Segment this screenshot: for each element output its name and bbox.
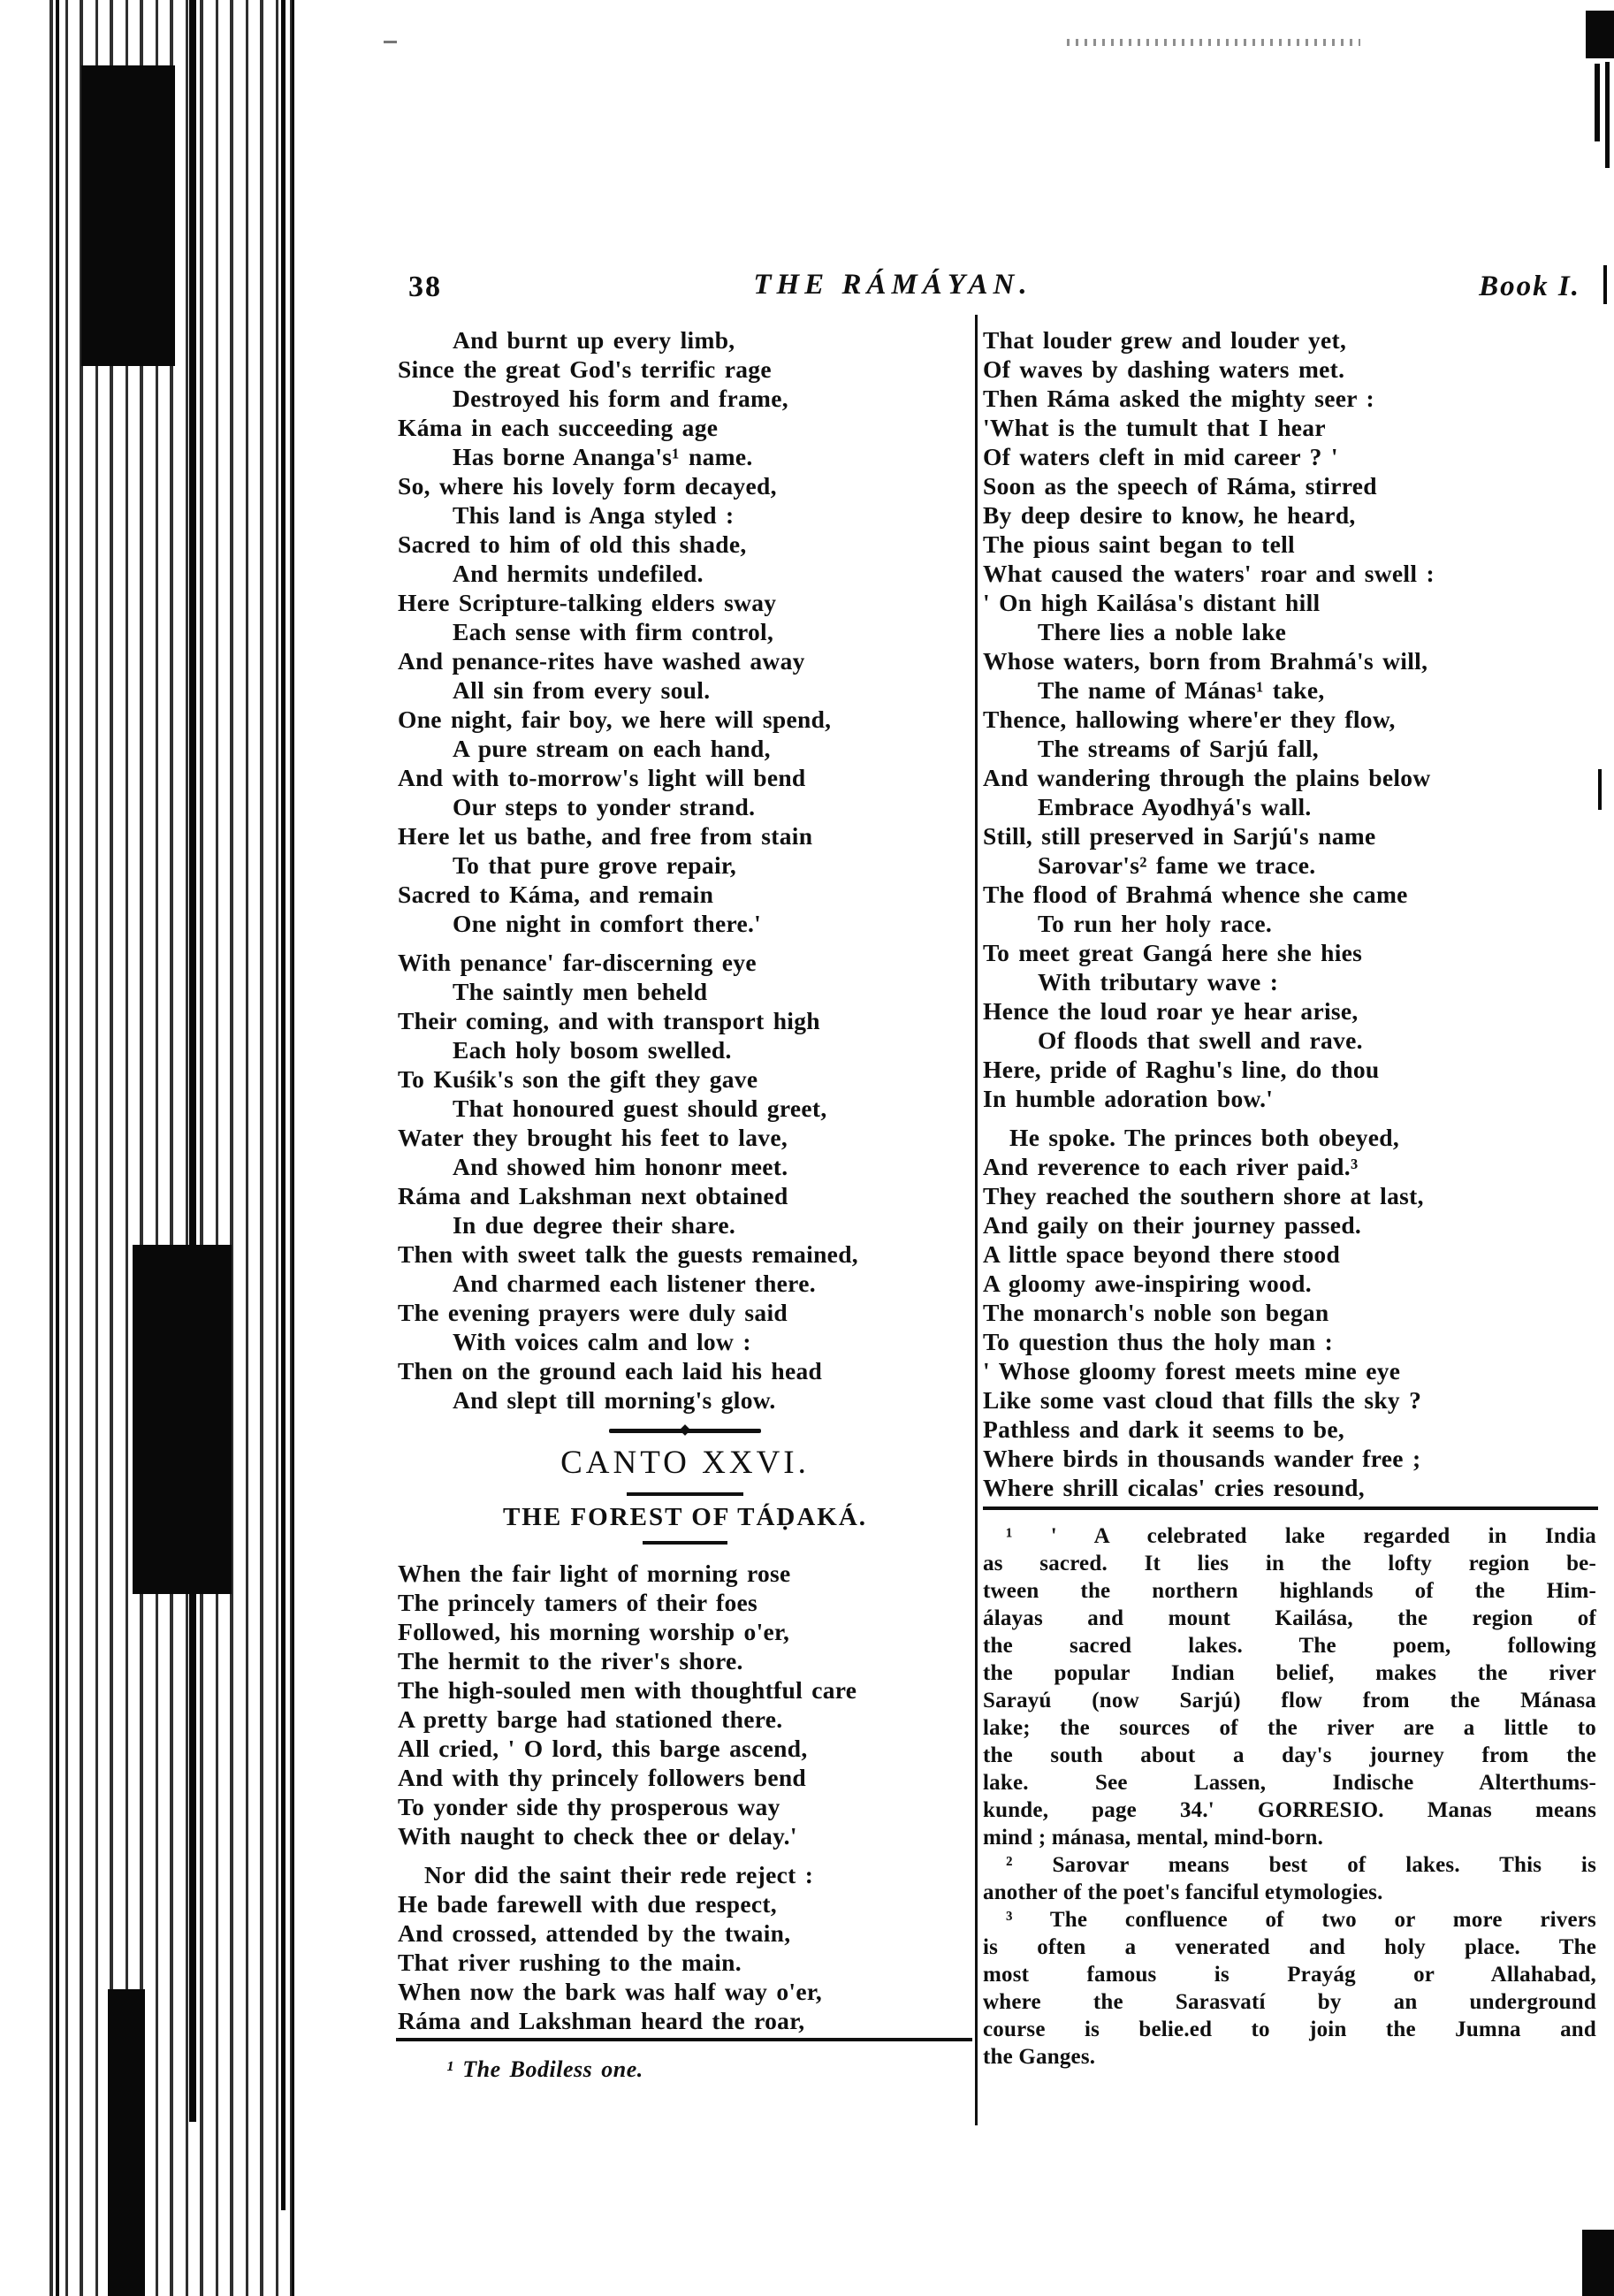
poem-line: ' On high Kailása's distant hill (983, 589, 1321, 616)
column-divider-rule (975, 315, 978, 2125)
footnote-line: lake; the sources of the river are a little to (983, 1716, 1596, 1740)
poem-line: They reached the southern shore at last, (983, 1182, 1424, 1209)
poem-line: Since the great God's terrific rage (398, 355, 772, 383)
poem-line: 'What is the tumult that I hear (983, 414, 1326, 441)
poem-line: Destroyed his form and frame, (453, 385, 788, 412)
poem-line: To meet great Gangá here she hies (983, 939, 1363, 966)
poem-line: And burnt up every limb, (453, 326, 735, 354)
scan-tick-right (1598, 769, 1602, 810)
poem-line: And penance-rites have washed away (398, 647, 805, 675)
poem-line: The princely tamers of their foes (398, 1589, 758, 1616)
poem-line: The pious saint began to tell (983, 530, 1295, 558)
poem-line: Embrace Ayodhyá's wall. (1038, 793, 1312, 820)
poem-line: Whose waters, born from Brahmá's will, (983, 647, 1428, 675)
scan-scribble-top (1067, 39, 1360, 46)
running-head-book: Book I. (1479, 271, 1580, 302)
footnote-line: another of the poet's fanciful etymologies. (983, 1880, 1383, 1904)
scan-ink-blob-middle (133, 1245, 232, 1594)
right-poem (983, 325, 1596, 1502)
scan-ink-blob-bottom (108, 1989, 145, 2296)
poem-line: To Kuśik's son the gift they gave (398, 1065, 758, 1093)
footnotes-right (983, 1522, 1596, 2071)
poem-line: And gaily on their journey passed. (983, 1211, 1362, 1239)
poem-line: There lies a noble lake (1038, 618, 1287, 645)
poem-line: With voices calm and low : (453, 1328, 751, 1355)
footnote-line: the sacred lakes. The poem, following (983, 1634, 1596, 1658)
poem-line: And wandering through the plains below (983, 764, 1431, 791)
poem-line: Sacred to him of old this shade, (398, 530, 747, 558)
poem-line: Then with sweet talk the guests remained, (398, 1240, 858, 1268)
poem-line: A gloomy awe-inspiring wood. (983, 1270, 1312, 1297)
poem-line: Of waters cleft in mid career ? ' (983, 443, 1338, 470)
poem-line: Thence, hallowing where'er they flow, (983, 706, 1396, 733)
poem-line: And with to-morrow's light will bend (398, 764, 806, 791)
poem-line: All cried, ' O lord, this barge ascend, (398, 1735, 808, 1762)
poem-line: And reverence to each river paid.³ (983, 1153, 1359, 1180)
poem-line: By deep desire to know, he heard, (983, 501, 1356, 529)
poem-line: A pure stream on each hand, (453, 735, 771, 762)
footnote-line: the south about a day's journey from the (983, 1743, 1596, 1767)
left-poem-part1 (398, 325, 972, 1415)
poem-line: Each holy bosom swelled. (453, 1036, 732, 1064)
footnote-left: ¹ The Bodiless one. (446, 2056, 643, 2082)
poem-line: The hermit to the river's shore. (398, 1647, 743, 1674)
poem-line: In humble adoration bow.' (983, 1085, 1274, 1112)
footnote-rule-right (983, 1507, 1598, 1510)
footnote-rule-left (396, 2038, 972, 2041)
footnote-line: tween the northern highlands of the Him- (983, 1579, 1596, 1603)
poem-line: Káma in each succeeding age (398, 414, 719, 441)
scan-streak-right (1605, 62, 1610, 168)
poem-line: That honoured guest should greet, (453, 1095, 827, 1122)
poem-line: All sin from every soul. (453, 676, 711, 704)
small-rule (643, 1541, 727, 1545)
footnote-line: where the Sarasvatí by an underground (983, 1990, 1596, 2014)
right-column (983, 325, 1596, 1502)
poem-line: And with thy princely followers bend (398, 1764, 807, 1791)
poem-line: With tributary wave : (1038, 968, 1279, 995)
footnote-line: Sarayú (now Sarjú) flow from the Mánasa (983, 1689, 1596, 1712)
poem-line: To that pure grove repair, (453, 851, 737, 879)
scan-tick-right (1603, 265, 1607, 304)
poem-line: The high-souled men with thoughtful care (398, 1676, 857, 1704)
poem-line: To yonder side thy prosperous way (398, 1793, 780, 1820)
poem-line: The name of Mánas¹ take, (1038, 676, 1325, 704)
poem-line: To question thus the holy man : (983, 1328, 1334, 1355)
scan-corner-mark-top-right (1586, 11, 1614, 58)
poem-line: With naught to check thee or delay.' (398, 1822, 797, 1850)
poem-line: Here, pride of Raghu's line, do thou (983, 1056, 1380, 1083)
poem-line: When the fair light of morning rose (398, 1560, 791, 1587)
footnote-line: the popular Indian belief, makes the river (983, 1661, 1596, 1685)
scan-streak (292, 0, 294, 2296)
poem-line: Here let us bathe, and free from stain (398, 822, 813, 850)
footnote-line: lake. See Lassen, Indische Alterthums- (983, 1771, 1596, 1795)
poem-line: Here Scripture-talking elders sway (398, 589, 777, 616)
poem-line: Followed, his morning worship o'er, (398, 1618, 790, 1645)
poem-line: This land is Anga styled : (453, 501, 735, 529)
poem-line: Pathless and dark it seems to be, (983, 1415, 1345, 1443)
poem-line: The flood of Brahmá whence she came (983, 881, 1408, 908)
footnote-line: most famous is Prayág or Allahabad, (983, 1963, 1596, 1987)
footnote-line: ¹ ' A celebrated lake regarded in India (1006, 1524, 1596, 1548)
poem-line: The saintly men beheld (453, 978, 708, 1005)
poem-line: In due degree their share. (453, 1211, 736, 1239)
poem-line: With penance' far-discerning eye (398, 949, 757, 976)
poem-line: Soon as the speech of Ráma, stirred (983, 472, 1377, 500)
scan-streak-right (1595, 64, 1600, 141)
poem-line: And crossed, attended by the twain, (398, 1919, 791, 1947)
poem-line: One night, fair boy, we here will spend, (398, 706, 832, 733)
left-column (398, 325, 972, 2035)
poem-line: The streams of Sarjú fall, (1038, 735, 1319, 762)
poem-line: Where shrill cicalas' cries resound, (983, 1474, 1365, 1501)
poem-line: He bade farewell with due respect, (398, 1890, 777, 1918)
small-rule (627, 1492, 743, 1496)
poem-line: Where birds in thousands wander free ; (983, 1445, 1421, 1472)
poem-line: Nor did the saint their rede reject : (424, 1861, 814, 1888)
footnote-line: mind ; mánasa, mental, mind-born. (983, 1826, 1324, 1850)
poem-line: Of floods that swell and rave. (1038, 1026, 1363, 1054)
poem-line: Sarovar's² fame we trace. (1038, 851, 1316, 879)
poem-line: To run her holy race. (1038, 910, 1273, 937)
poem-line: Each sense with firm control, (453, 618, 774, 645)
poem-line: That river rushing to the main. (398, 1949, 742, 1976)
poem-line: Still, still preserved in Sarjú's name (983, 822, 1376, 850)
poem-line: That louder grew and louder yet, (983, 326, 1347, 354)
canto-heading: CANTO XXVI. (560, 1445, 810, 1481)
poem-line: And hermits undefiled. (453, 560, 704, 587)
canto-subheading: THE FOREST OF TÁḌAKÁ. (502, 1503, 868, 1531)
poem-line: And charmed each listener there. (453, 1270, 816, 1297)
scan-streak (56, 0, 59, 2296)
poem-line: ' Whose gloomy forest meets mine eye (983, 1357, 1401, 1384)
poem-line: What caused the waters' roar and swell : (983, 560, 1435, 587)
footnote-line: kunde, page 34.' GORRESIO. Manas means (983, 1798, 1596, 1822)
poem-line: And slept till morning's glow. (453, 1386, 776, 1414)
poem-line: Ráma and Lakshman next obtained (398, 1182, 788, 1209)
footnote-line: as sacred. It lies in the lofty region be- (983, 1552, 1596, 1575)
poem-line: Has borne Ananga's¹ name. (453, 443, 753, 470)
footnote-line: the Ganges. (983, 2045, 1096, 2069)
poem-line: Sacred to Káma, and remain (398, 881, 714, 908)
poem-line: The evening prayers were duly said (398, 1299, 788, 1326)
footnote-line: ³ The confluence of two or more rivers (1006, 1908, 1596, 1932)
poem-line: When now the bark was half way o'er, (398, 1978, 822, 2005)
poem-line: He spoke. The princes both obeyed, (1009, 1124, 1400, 1151)
footnote-line: course is belie.ed to join the Jumna and (983, 2018, 1596, 2041)
running-head-title: THE RÁMÁYAN. (753, 269, 1032, 301)
poem-line: Then on the ground each laid his head (398, 1357, 823, 1384)
poem-line: Like some vast cloud that fills the sky ? (983, 1386, 1422, 1414)
poem-line: Of waves by dashing waters met. (983, 355, 1345, 383)
poem-line: Then Ráma asked the mighty seer : (983, 385, 1374, 412)
poem-line: Our steps to yonder strand. (453, 793, 756, 820)
page-number: 38 (408, 271, 442, 303)
scan-streak (189, 0, 196, 2122)
footnote-line: álayas and mount Kailása, the region of (983, 1606, 1596, 1630)
poem-line: A little space beyond there stood (983, 1240, 1341, 1268)
poem-line: Their coming, and with transport high (398, 1007, 820, 1034)
ornamental-rule (609, 1429, 761, 1433)
scan-dash (384, 41, 397, 43)
scan-ink-blob-top (81, 65, 175, 366)
scan-corner-mark-bottom-right (1582, 2230, 1614, 2296)
poem-line: And showed him hononr meet. (453, 1153, 788, 1180)
poem-line: A pretty barge had stationed there. (398, 1705, 783, 1733)
poem-line: Ráma and Lakshman heard the roar, (398, 2007, 805, 2034)
poem-line: One night in comfort there.' (453, 910, 762, 937)
footnote-line: ² Sarovar means best of lakes. This is (1006, 1853, 1596, 1877)
footnote-line: is often a venerated and holy place. The (983, 1935, 1596, 1959)
poem-line: The monarch's noble son began (983, 1299, 1329, 1326)
poem-line: So, where his lovely form decayed, (398, 472, 777, 500)
scan-streak (281, 0, 285, 2210)
left-poem-part2 (398, 1559, 972, 2035)
poem-line: Hence the loud roar ye hear arise, (983, 997, 1359, 1025)
poem-line: Water they brought his feet to lave, (398, 1124, 788, 1151)
